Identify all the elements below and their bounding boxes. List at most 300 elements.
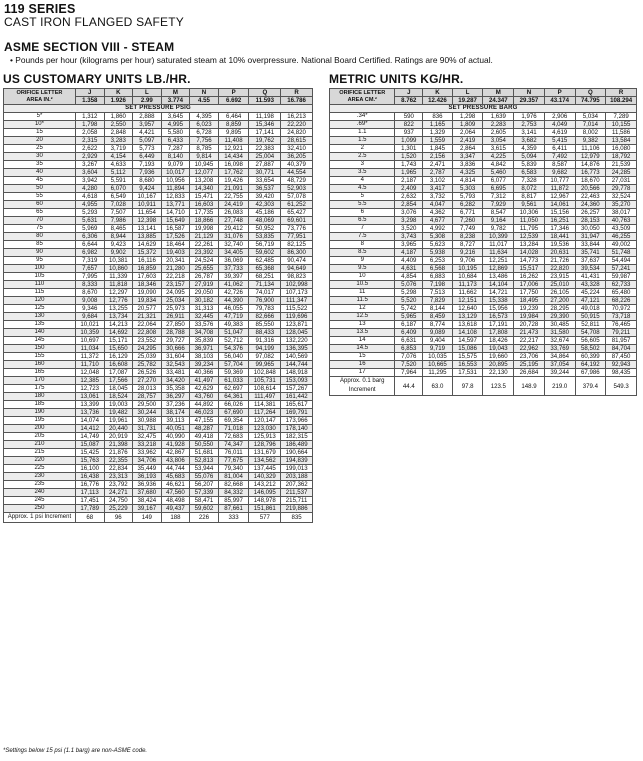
metric-capacity-cell: 3,615 <box>483 145 514 153</box>
metric-set-pressure-cell: 15 <box>330 353 395 361</box>
us-capacity-cell: 14,213 <box>104 321 133 329</box>
metric-capacity-cell: 17,346 <box>544 225 575 233</box>
us-capacity-cell: 10,956 <box>161 177 190 185</box>
us-capacity-cell: 2,848 <box>104 129 133 137</box>
metric-table-row <box>330 153 637 161</box>
us-capacity-cell: 26,083 <box>218 209 249 217</box>
metric-capacity-cell: 3,836 <box>452 161 483 169</box>
us-capacity-cell: 9,008 <box>75 297 104 305</box>
metric-capacity-cell: 6,409 <box>395 329 423 337</box>
metric-table-row <box>330 177 637 185</box>
us-capacity-cell: 17,141 <box>249 129 281 137</box>
us-capacity-cell: 44,390 <box>218 297 249 305</box>
us-set-pressure-cell: 230 <box>4 473 76 481</box>
us-capacity-cell: 4,421 <box>133 129 162 137</box>
us-capacity-cell: 9,814 <box>190 153 219 161</box>
us-capacity-cell: 5,969 <box>75 225 104 233</box>
us-capacity-cell: 50,550 <box>190 441 219 449</box>
metric-capacity-cell: 5,460 <box>483 169 514 177</box>
us-capacity-cell: 61,252 <box>281 201 313 209</box>
section-heading: ASME SECTION VIII - STEAM <box>4 40 175 54</box>
metric-capacity-cell: 84,704 <box>606 345 637 353</box>
us-capacity-cell: 14,074 <box>75 417 104 425</box>
us-table-row <box>4 473 313 481</box>
metric-capacity-cell: 19,043 <box>483 345 514 353</box>
us-table-row <box>4 233 313 241</box>
us-capacity-cell: 108,614 <box>249 385 281 393</box>
us-set-pressure-cell: 150 <box>4 345 76 353</box>
us-capacity-cell: 6,982 <box>75 249 104 257</box>
us-set-pressure-cell: 85 <box>4 241 76 249</box>
us-table-row <box>4 297 313 305</box>
metric-capacity-cell: 1,809 <box>452 121 483 129</box>
us-capacity-cell: 42,867 <box>161 449 190 457</box>
metric-capacity-cell: 2,605 <box>483 129 514 137</box>
us-capacity-cell: 136,395 <box>281 345 313 353</box>
us-capacity-cell: 4,955 <box>75 201 104 209</box>
us-capacity-cell: 17,762 <box>218 169 249 177</box>
us-capacity-cell: 16,587 <box>161 225 190 233</box>
us-area-header: 11.593 <box>249 97 281 105</box>
us-capacity-cell: 15,650 <box>104 345 133 353</box>
us-capacity-cell: 17,113 <box>75 489 104 497</box>
metric-set-pressure-cell: 14 <box>330 337 395 345</box>
us-set-pressure-cell: 220 <box>4 457 76 465</box>
us-capacity-cell: 46,023 <box>190 409 219 417</box>
us-capacity-cell: 16,438 <box>75 473 104 481</box>
us-set-pressure-cell: 245 <box>4 497 76 505</box>
us-capacity-cell: 7,657 <box>75 265 104 273</box>
us-capacity-cell: 11,408 <box>218 137 249 145</box>
us-capacity-cell: 8,680 <box>133 177 162 185</box>
metric-capacity-cell: 68,226 <box>606 297 637 305</box>
us-capacity-cell: 62,485 <box>249 257 281 265</box>
metric-capacity-cell: 70,972 <box>606 305 637 313</box>
us-capacity-cell: 18,346 <box>133 281 162 289</box>
metric-capacity-cell: 11,295 <box>423 369 453 377</box>
us-capacity-cell: 74,347 <box>218 441 249 449</box>
us-capacity-cell: 57,704 <box>218 361 249 369</box>
metric-capacity-cell: 6,853 <box>395 345 423 353</box>
metric-table-row <box>330 337 637 345</box>
us-capacity-cell: 30,244 <box>133 409 162 417</box>
us-capacity-cell: 94,199 <box>249 345 281 353</box>
metric-capacity-cell: 4,047 <box>423 201 453 209</box>
metric-capacity-cell: 23,915 <box>544 273 575 281</box>
metric-capacity-cell: 11,017 <box>483 241 514 249</box>
metric-set-pressure-cell: 11.5 <box>330 297 395 305</box>
us-set-pressure-cell: 125 <box>4 305 76 313</box>
us-table-row <box>4 505 313 513</box>
metric-capacity-cell: 35,270 <box>606 201 637 209</box>
us-capacity-cell: 42,629 <box>190 385 219 393</box>
us-capacity-cell: 16,859 <box>133 265 162 273</box>
us-capacity-cell: 120,147 <box>249 417 281 425</box>
us-capacity-cell: 24,750 <box>104 497 133 505</box>
metric-set-pressure-cell: 16 <box>330 361 395 369</box>
us-capacity-cell: 85,550 <box>249 321 281 329</box>
us-capacity-cell: 102,998 <box>281 281 313 289</box>
metric-capacity-cell: 6,883 <box>423 273 453 281</box>
us-capacity-cell: 16,100 <box>75 465 104 473</box>
us-set-pressure-cell: 225 <box>4 465 76 473</box>
metric-capacity-cell: 7,076 <box>395 353 423 361</box>
metric-table-row <box>330 113 637 121</box>
us-capacity-cell: 11,372 <box>75 353 104 361</box>
metric-capacity-cell: 22,962 <box>514 345 545 353</box>
metric-table-row <box>330 329 637 337</box>
us-capacity-cell: 76,900 <box>249 297 281 305</box>
us-capacity-cell: 19,403 <box>161 249 190 257</box>
us-capacity-cell: 2,058 <box>75 129 104 137</box>
us-capacity-cell: 6,464 <box>218 113 249 121</box>
us-capacity-cell: 7,028 <box>104 201 133 209</box>
us-capacity-cell: 41,062 <box>218 281 249 289</box>
metric-set-pressure-cell: 12 <box>330 305 395 313</box>
us-capacity-cell: 23,313 <box>104 473 133 481</box>
us-capacity-cell: 16,116 <box>133 257 162 265</box>
metric-capacity-cell: 5,303 <box>452 185 483 193</box>
metric-capacity-cell: 7,929 <box>483 201 514 209</box>
us-capacity-cell: 173,966 <box>281 417 313 425</box>
metric-capacity-cell: 29,778 <box>606 185 637 193</box>
us-capacity-cell: 43,806 <box>161 457 190 465</box>
us-capacity-cell: 76,011 <box>218 449 249 457</box>
us-capacity-cell: 52,903 <box>281 185 313 193</box>
us-set-pressure-cell: 35 <box>4 161 76 169</box>
us-capacity-cell: 19,762 <box>249 137 281 145</box>
metric-capacity-cell: 8,002 <box>575 129 606 137</box>
metric-capacity-cell: 1,976 <box>514 113 545 121</box>
us-capacity-cell: 22,383 <box>249 145 281 153</box>
us-table-row <box>4 145 313 153</box>
us-table-row <box>4 201 313 209</box>
metric-capacity-cell: 32,524 <box>606 193 637 201</box>
metric-increment-cell: 97.8 <box>452 377 483 396</box>
us-set-pressure-cell: 45 <box>4 177 76 185</box>
us-capacity-cell: 15,425 <box>75 449 104 457</box>
us-capacity-cell: 12,921 <box>218 145 249 153</box>
us-capacity-cell: 38,174 <box>161 409 190 417</box>
us-set-pressure-cell: 50 <box>4 185 76 193</box>
metric-increment-label: Approx. 0.1 barg Increment <box>330 377 395 396</box>
us-capacity-cell: 134,562 <box>249 457 281 465</box>
us-capacity-cell: 35,839 <box>190 337 219 345</box>
us-capacity-cell: 165,617 <box>281 401 313 409</box>
metric-capacity-cell: 4,187 <box>395 249 423 257</box>
metric-capacity-cell: 18,495 <box>514 297 545 305</box>
metric-capacity-cell: 1,298 <box>452 113 483 121</box>
metric-capacity-cell: 3,520 <box>395 225 423 233</box>
us-capacity-cell: 61,033 <box>218 377 249 385</box>
us-capacity-cell: 59,369 <box>218 369 249 377</box>
us-capacity-cell: 45,683 <box>161 473 190 481</box>
us-capacity-cell: 29,500 <box>133 401 162 409</box>
metric-capacity-cell: 26,257 <box>575 209 606 217</box>
us-capacity-cell: 77,675 <box>218 457 249 465</box>
metric-capacity-cell: 33,769 <box>544 345 575 353</box>
metric-table-row <box>330 161 637 169</box>
us-capacity-cell: 10,381 <box>104 257 133 265</box>
metric-capacity-cell: 8,459 <box>423 313 453 321</box>
us-table-row <box>4 177 313 185</box>
us-capacity-cell: 25,039 <box>133 353 162 361</box>
metric-capacity-cell: 41,431 <box>575 273 606 281</box>
metric-table-row <box>330 193 637 201</box>
metric-capacity-cell: 15,517 <box>514 265 545 273</box>
metric-capacity-cell: 43,509 <box>606 225 637 233</box>
us-table-row <box>4 489 313 497</box>
us-capacity-cell: 190,664 <box>281 449 313 457</box>
metric-capacity-cell: 10,684 <box>452 273 483 281</box>
metric-set-pressure-cell: 3.5 <box>330 169 395 177</box>
us-letter-header: Q <box>249 89 281 97</box>
metric-capacity-cell: 14,773 <box>514 257 545 265</box>
us-capacity-cell: 24,095 <box>161 289 190 297</box>
metric-capacity-cell: 7,198 <box>423 281 453 289</box>
metric-table-row <box>330 273 637 281</box>
metric-capacity-cell: 2,064 <box>452 129 483 137</box>
us-capacity-cell: 107,173 <box>281 289 313 297</box>
metric-capacity-cell: 12,151 <box>452 297 483 305</box>
metric-set-pressure-cell: 5 <box>330 193 395 201</box>
us-capacity-cell: 79,340 <box>218 465 249 473</box>
metric-capacity-cell: 12,640 <box>452 305 483 313</box>
us-capacity-cell: 47,719 <box>218 313 249 321</box>
metric-capacity-cell: 18,441 <box>544 233 575 241</box>
metric-table-row <box>330 233 637 241</box>
us-capacity-cell: 1,860 <box>104 113 133 121</box>
metric-capacity-cell: 16,573 <box>483 313 514 321</box>
us-capacity-cell: 8,670 <box>75 289 104 297</box>
metric-capacity-cell: 7,289 <box>606 113 637 121</box>
metric-capacity-cell: 9,382 <box>575 137 606 145</box>
metric-capacity-cell: 590 <box>395 113 423 121</box>
us-table-row <box>4 129 313 137</box>
metric-set-pressure-cell: 7.5 <box>330 233 395 241</box>
us-capacity-cell: 64,361 <box>218 393 249 401</box>
metric-capacity-cell: 11,586 <box>606 129 637 137</box>
metric-set-pressure-cell: 7 <box>330 225 395 233</box>
us-capacity-cell: 17,566 <box>104 377 133 385</box>
us-capacity-cell: 56,207 <box>190 481 219 489</box>
us-set-pressure-cell: 155 <box>4 353 76 361</box>
us-capacity-cell: 14,434 <box>218 153 249 161</box>
us-capacity-cell: 18,045 <box>104 385 133 393</box>
us-table-row <box>4 393 313 401</box>
us-capacity-cell: 117,264 <box>249 409 281 417</box>
metric-increment-cell: 549.3 <box>606 377 637 396</box>
us-capacity-cell: 114,381 <box>249 401 281 409</box>
us-capacity-table <box>3 88 313 523</box>
metric-capacity-cell: 5,076 <box>395 281 423 289</box>
us-capacity-cell: 54,376 <box>218 345 249 353</box>
metric-capacity-cell: 6,631 <box>395 337 423 345</box>
metric-capacity-cell: 14,061 <box>544 201 575 209</box>
us-capacity-cell: 49,418 <box>190 433 219 441</box>
us-capacity-cell: 10,911 <box>133 201 162 209</box>
us-capacity-cell: 15,087 <box>75 441 104 449</box>
us-set-pressure-cell: 180 <box>4 393 76 401</box>
metric-capacity-cell: 2,419 <box>452 137 483 145</box>
metric-set-pressure-cell: .69* <box>330 121 395 129</box>
us-set-pressure-cell: 15 <box>4 129 76 137</box>
us-capacity-cell: 23,792 <box>104 481 133 489</box>
metric-capacity-cell: 30,050 <box>575 225 606 233</box>
us-set-pressure-cell: 100 <box>4 265 76 273</box>
us-area-header: 2.99 <box>133 97 162 105</box>
metric-capacity-cell: 11,795 <box>514 225 545 233</box>
us-set-pressure-cell: 40 <box>4 169 76 177</box>
us-capacity-cell: 24,524 <box>190 257 219 265</box>
us-capacity-cell: 82,125 <box>281 241 313 249</box>
us-capacity-cell: 42,726 <box>218 289 249 297</box>
us-table-row <box>4 409 313 417</box>
metric-table-row <box>330 169 637 177</box>
us-capacity-cell: 20,440 <box>104 425 133 433</box>
us-capacity-cell: 44,744 <box>161 465 190 473</box>
us-capacity-cell: 19,426 <box>218 177 249 185</box>
us-capacity-cell: 125,913 <box>249 433 281 441</box>
metric-capacity-cell: 3,417 <box>423 185 453 193</box>
us-capacity-cell: 123,030 <box>249 425 281 433</box>
metric-capacity-cell: 3,054 <box>483 137 514 145</box>
metric-capacity-cell: 52,811 <box>575 321 606 329</box>
metric-capacity-cell: 13,284 <box>514 241 545 249</box>
metric-capacity-cell: 937 <box>395 129 423 137</box>
us-capacity-cell: 119,696 <box>281 313 313 321</box>
us-capacity-cell: 26,911 <box>161 313 190 321</box>
metric-set-pressure-cell: 12.5 <box>330 313 395 321</box>
us-capacity-cell: 20,919 <box>104 433 133 441</box>
us-letter-header: P <box>218 89 249 97</box>
metric-capacity-cell: 21,539 <box>606 161 637 169</box>
us-table-row <box>4 361 313 369</box>
us-capacity-cell: 25,229 <box>104 505 133 513</box>
metric-capacity-cell: 73,718 <box>606 313 637 321</box>
us-capacity-cell: 3,942 <box>75 177 104 185</box>
us-capacity-cell: 3,957 <box>133 121 162 129</box>
us-capacity-cell: 36,069 <box>218 257 249 265</box>
metric-capacity-cell: 62,733 <box>606 281 637 289</box>
us-capacity-cell: 28,615 <box>281 137 313 145</box>
us-capacity-cell: 26,787 <box>190 273 219 281</box>
us-set-pressure-cell: 75 <box>4 225 76 233</box>
metric-capacity-cell: 19,984 <box>514 313 545 321</box>
metric-capacity-cell: 18,670 <box>575 177 606 185</box>
metric-table-row <box>330 361 637 369</box>
us-capacity-cell: 148,918 <box>281 369 313 377</box>
us-table-row <box>4 225 313 233</box>
metric-set-pressure-cell: 4.5 <box>330 185 395 193</box>
us-capacity-cell: 49,437 <box>161 505 190 513</box>
us-capacity-cell: 62,697 <box>218 385 249 393</box>
us-capacity-cell: 215,711 <box>281 497 313 505</box>
us-set-pressure-cell: 215 <box>4 449 76 457</box>
us-capacity-cell: 48,498 <box>161 497 190 505</box>
metric-capacity-cell: 22,820 <box>544 265 575 273</box>
metric-set-pressure-cell: 8 <box>330 241 395 249</box>
us-capacity-cell: 6,644 <box>75 241 104 249</box>
us-capacity-cell: 5,112 <box>104 169 133 177</box>
us-capacity-cell: 42,303 <box>249 201 281 209</box>
metric-capacity-cell: 76,465 <box>606 321 637 329</box>
us-capacity-cell: 30,666 <box>161 345 190 353</box>
us-capacity-cell: 194,839 <box>281 457 313 465</box>
metric-capacity-cell: 11,106 <box>575 145 606 153</box>
metric-set-pressure-cell: 11 <box>330 289 395 297</box>
us-capacity-cell: 4,154 <box>104 153 133 161</box>
us-table-row <box>4 257 313 265</box>
metric-capacity-cell: 6,583 <box>514 169 545 177</box>
metric-capacity-cell: 5,415 <box>544 137 575 145</box>
us-capacity-cell: 36,971 <box>190 345 219 353</box>
us-capacity-cell: 105,731 <box>249 377 281 385</box>
metric-capacity-cell: 92,943 <box>606 361 637 369</box>
metric-capacity-cell: 4,362 <box>423 209 453 217</box>
metric-capacity-cell: 12,539 <box>514 233 545 241</box>
us-capacity-cell: 10,021 <box>75 321 104 329</box>
us-capacity-cell: 56,040 <box>218 353 249 361</box>
us-capacity-cell: 22,355 <box>104 457 133 465</box>
metric-capacity-cell: 10,306 <box>514 209 545 217</box>
metric-capacity-cell: 4,854 <box>395 273 423 281</box>
us-units-heading: US CUSTOMARY UNITS LB./HR. <box>3 72 191 86</box>
metric-capacity-cell: 58,502 <box>575 345 606 353</box>
metric-table-row <box>330 313 637 321</box>
metric-capacity-cell: 822 <box>395 121 423 129</box>
us-capacity-cell: 140,329 <box>249 473 281 481</box>
us-capacity-cell: 132,220 <box>281 337 313 345</box>
metric-table-row <box>330 289 637 297</box>
metric-capacity-cell: 4,842 <box>483 161 514 169</box>
metric-capacity-cell: 49,002 <box>606 241 637 249</box>
us-capacity-cell: 32,410 <box>281 145 313 153</box>
us-capacity-cell: 211,537 <box>281 489 313 497</box>
us-capacity-cell: 17,451 <box>75 497 104 505</box>
us-capacity-cell: 19,834 <box>133 297 162 305</box>
us-capacity-cell: 146,095 <box>249 489 281 497</box>
metric-capacity-cell: 16,251 <box>544 217 575 225</box>
us-capacity-cell: 17,735 <box>190 209 219 217</box>
us-capacity-cell: 30,182 <box>190 297 219 305</box>
us-capacity-cell: 30,771 <box>249 169 281 177</box>
us-capacity-cell: 32,740 <box>218 241 249 249</box>
us-capacity-cell: 151,861 <box>249 505 281 513</box>
us-capacity-cell: 16,129 <box>104 353 133 361</box>
us-capacity-cell: 37,236 <box>161 401 190 409</box>
us-set-pressure-cell: 185 <box>4 401 76 409</box>
metric-capacity-cell: 7,492 <box>544 153 575 161</box>
us-table-row <box>4 481 313 489</box>
us-capacity-cell: 69,354 <box>218 417 249 425</box>
us-capacity-cell: 7,287 <box>161 145 190 153</box>
metric-capacity-cell: 21,473 <box>514 329 545 337</box>
us-capacity-cell: 52,813 <box>190 457 219 465</box>
us-capacity-cell: 13,736 <box>75 409 104 417</box>
us-area-header: 16.786 <box>281 97 313 105</box>
metric-capacity-cell: 7,964 <box>395 369 423 377</box>
us-capacity-cell: 9,079 <box>161 161 190 169</box>
metric-capacity-cell: 1,301 <box>395 145 423 153</box>
metric-capacity-cell: 7,014 <box>575 121 606 129</box>
metric-capacity-cell: 7,749 <box>452 225 483 233</box>
us-capacity-cell: 31,731 <box>133 425 162 433</box>
metric-capacity-cell: 11,872 <box>544 185 575 193</box>
metric-capacity-cell: 836 <box>423 113 453 121</box>
us-capacity-cell: 161,442 <box>281 393 313 401</box>
metric-capacity-cell: 15,086 <box>452 345 483 353</box>
